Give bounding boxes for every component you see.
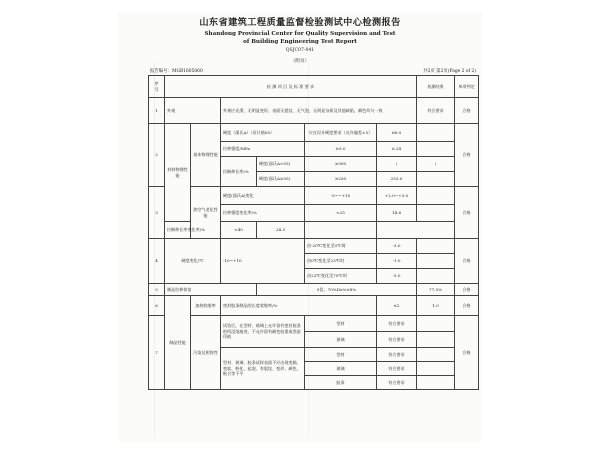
row-verdict: 合格 xyxy=(455,239,479,284)
row-item-name: 制品拉伸恢复 xyxy=(165,284,257,296)
row-item-name: 密封胶条制品的长度收缩率/% xyxy=(221,296,377,316)
row-item-name: 外观 xyxy=(165,98,221,124)
row-result: 1.0 xyxy=(417,296,455,316)
row-condition: 由-20℃变化至0℃时 xyxy=(305,239,377,254)
row-verdict: 合格 xyxy=(455,316,479,390)
report-page xyxy=(118,12,482,442)
header-item: 检 测 项 目 及 标 准 要 求 xyxy=(165,76,417,98)
row-verdict: 合格 xyxy=(455,187,479,239)
row-material: 玻璃 xyxy=(305,332,377,348)
row-condition: 由23℃变化至70℃时 xyxy=(305,269,377,284)
row-material: 玻璃 xyxy=(305,362,377,376)
row-requirement: 试验后，在型材、玻璃上允许留有密封胶条的所浸染痕迹，不允许留有颜色较重或类似印痕 xyxy=(221,316,305,348)
row-subgroup: 硬度变化/℃ xyxy=(165,239,221,284)
row-requirement: ≥250 xyxy=(305,172,377,187)
report-title-en-line2: of Building Engineering Test Report xyxy=(243,39,357,45)
report-title-en-line1: Shandong Provincial Center for Quality Supervision and Test xyxy=(204,31,396,37)
report-number: 报告编号：MGB1605060 xyxy=(150,69,203,74)
paper-fold-line xyxy=(154,63,155,438)
row-result: / xyxy=(377,157,417,172)
row-verdict: 合格 xyxy=(455,98,479,124)
header-result: 检测结果 xyxy=(417,76,455,98)
row-result: 6.24 xyxy=(377,142,417,157)
page-number: 共2页 第2页(Page 2 of 2) xyxy=(423,69,476,74)
row-condition: 硬度(邵氏A≥55) xyxy=(257,172,305,187)
row-requirement: -5~~+10 xyxy=(305,187,377,205)
attachment-label: （附页） xyxy=(290,59,310,64)
row-material: 型材 xyxy=(305,348,377,362)
row-result: 符合要求 xyxy=(377,316,417,332)
row-no: 6 xyxy=(149,296,165,316)
row-material: 胶条 xyxy=(305,376,377,390)
row-result: -1.0 xyxy=(377,254,417,269)
row-verdict: 合格 xyxy=(455,284,479,296)
row-subgroup: 加热收缩率 xyxy=(191,296,221,316)
row-item-name: 拉伸强度/MPa xyxy=(221,142,305,157)
row-no: 1 xyxy=(149,98,165,124)
form-code: QSJC07-041 xyxy=(285,48,315,53)
paper-fold-line xyxy=(308,63,309,438)
row-requirement: 外观应光滑，无明显变形，表面无裂纹、无气泡，无明显杂质及其他缺陷，颜色均匀一致 xyxy=(221,98,417,124)
table-header-row xyxy=(149,76,479,98)
row-result: 符合要求 xyxy=(377,376,417,390)
row-requirement: -10~+10 xyxy=(221,239,305,284)
group-material-label: 材料物理性能 xyxy=(165,124,191,222)
row-result: -3.0 xyxy=(377,269,417,284)
row-requirement: ≤2 xyxy=(377,296,417,316)
row-result: 68.0 xyxy=(377,124,417,142)
table-row xyxy=(149,284,479,296)
row-subgroup: 基本物理性能 xyxy=(191,124,221,187)
row-item-name: 硬度（邵氏A）（设计值65） xyxy=(221,124,305,142)
row-verdict: 合格 xyxy=(455,296,479,316)
row-material: 型材 xyxy=(305,316,377,332)
test-results-table xyxy=(148,75,479,390)
report-title-cn: 山东省建筑工程质量监督检验测试中心检测报告 xyxy=(199,17,401,28)
row-result: 77.5% xyxy=(417,284,455,296)
header-seq: 序 号 xyxy=(149,76,165,98)
table-row xyxy=(149,187,479,205)
row-no: 4 xyxy=(149,239,165,284)
row-no: 2 xyxy=(149,124,165,187)
row-no: 7 xyxy=(149,316,165,390)
table-row xyxy=(149,296,479,316)
table-row xyxy=(149,98,479,124)
row-item-name: 拉伸强度变化率/% xyxy=(221,205,305,222)
row-no: 5 xyxy=(149,284,165,296)
row-condition: 由0℃变化至23℃时 xyxy=(305,254,377,269)
row-sub-verdict: / xyxy=(417,157,455,172)
row-verdict: 合格 xyxy=(455,124,479,187)
row-requirement: ≥5.0 xyxy=(305,142,377,157)
row-no: 3 xyxy=(149,187,165,239)
row-result: 符合要求 xyxy=(417,98,455,124)
row-requirement: 型材、玻璃、胶条试样表面不应出现变黏、变软、粉化、起泡、有裂纹、变形、颜色、粘合等不平 xyxy=(221,348,305,390)
row-result: 253.0 xyxy=(377,172,417,187)
header-verdict: 单项判定 xyxy=(455,76,479,98)
row-requirement: 5倍，70%De%≤8% xyxy=(257,284,417,296)
row-result: +2.0~+3.0 xyxy=(377,187,417,205)
row-result: 24.5 xyxy=(257,222,305,239)
table-row xyxy=(149,239,479,254)
table-row xyxy=(149,124,479,142)
row-subgroup: 热空气老化性能 xyxy=(191,187,221,239)
row-subgroup: 污染及相容性 xyxy=(191,316,221,390)
row-result: 符合要求 xyxy=(377,332,417,348)
row-item-name: 拉断伸长率/% xyxy=(221,157,257,187)
group-product-label: 制品性能 xyxy=(165,296,191,390)
row-result: 符合要求 xyxy=(377,362,417,376)
table-row xyxy=(149,222,479,239)
row-result: 符合要求 xyxy=(377,348,417,362)
row-result: 14.6 xyxy=(377,205,417,222)
row-requirement: ≥300 xyxy=(305,157,377,172)
row-item-name: 拉断伸长率变化率/% xyxy=(165,222,221,239)
row-requirement: 应在设计硬度要求（允许偏差±5） xyxy=(305,124,377,142)
row-requirement: <25 xyxy=(305,205,377,222)
row-requirement: <40 xyxy=(221,222,257,239)
row-item-name: 硬度(邵氏A)变化 xyxy=(221,187,305,205)
row-condition: 硬度(邵氏A<55) xyxy=(257,157,305,172)
row-result: -3.0 xyxy=(377,239,417,254)
table-row xyxy=(149,316,479,332)
